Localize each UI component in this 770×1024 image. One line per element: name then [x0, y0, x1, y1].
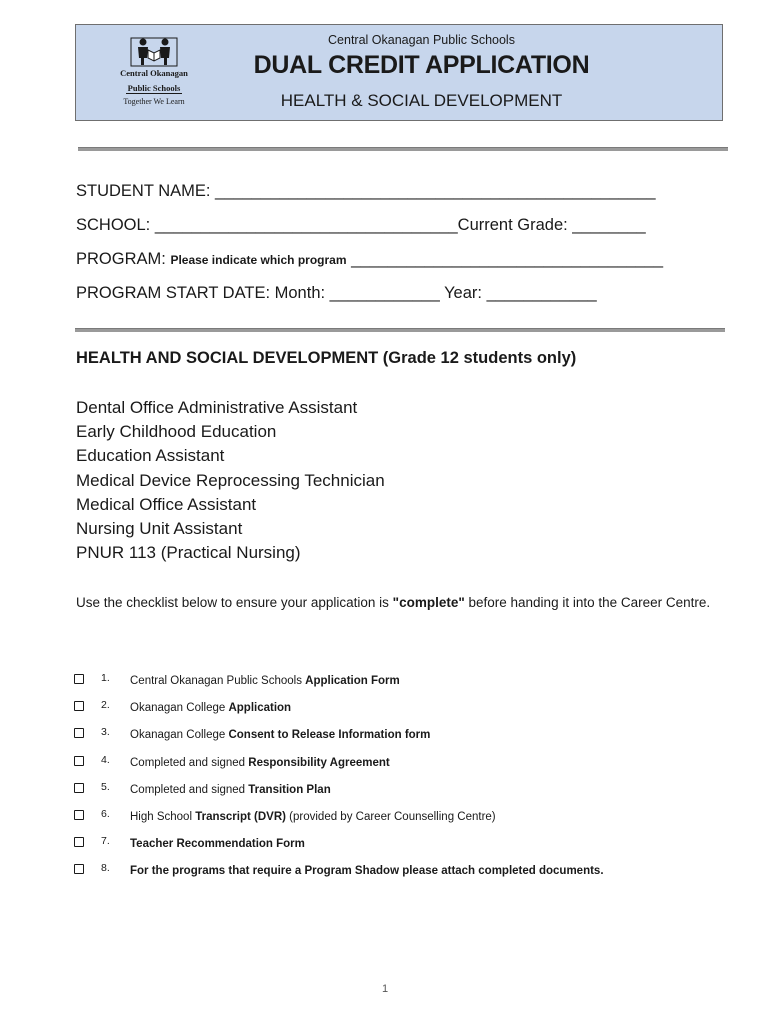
program-item: Medical Office Assistant: [76, 494, 257, 514]
checkbox[interactable]: [74, 864, 84, 874]
student-name-field[interactable]: STUDENT NAME: ________________________________________________: [76, 182, 656, 200]
document-subtitle: HEALTH & SOCIAL DEVELOPMENT: [280, 91, 563, 110]
item-number: 4.: [101, 753, 110, 766]
checkbox[interactable]: [74, 674, 84, 684]
item-text: For the programs that require a Program Shadow please attach completed documents.: [130, 865, 604, 878]
program-list: [76, 396, 385, 565]
program-item: Nursing Unit Assistant: [76, 519, 243, 539]
item-text: Teacher Recommendation Form: [130, 838, 305, 851]
program-field[interactable]: [76, 250, 663, 269]
header-box: [75, 24, 723, 121]
document-title: DUAL CREDIT APPLICATION: [253, 51, 590, 79]
program-item: Medical Device Reprocessing Technician: [76, 470, 385, 490]
program-item: PNUR 113 (Practical Nursing): [76, 543, 301, 563]
program-item: Dental Office Administrative Assistant: [76, 398, 358, 417]
instruction-text: Use the checklist below to ensure your application is: [76, 595, 393, 610]
item-text: Central Okanagan Public Schools Application Form: [130, 675, 400, 687]
item-number: 5.: [101, 780, 110, 793]
checkbox[interactable]: [74, 810, 84, 820]
checkbox[interactable]: [74, 783, 84, 793]
item-number: 7.: [101, 835, 110, 848]
item-text: Completed and signed Responsibility Agreement: [130, 756, 390, 769]
divider-bottom: [75, 328, 725, 332]
page-number: 1: [381, 983, 389, 995]
program-item: Education Assistant: [76, 446, 225, 466]
logo-text-line2: Public Schools: [127, 83, 181, 93]
item-text: Completed and signed Transition Plan: [130, 783, 331, 796]
program-blank: __________________________________: [346, 250, 664, 268]
checkbox[interactable]: [74, 837, 84, 847]
school-grade-field[interactable]: SCHOOL: _________________________________Current Grade: ________: [76, 216, 646, 234]
item-text: Okanagan College Consent to Release Information form: [130, 729, 431, 742]
instruction-emphasis: "complete": [392, 595, 465, 610]
instruction-text-end: before handing it into the Career Centre.: [464, 595, 711, 610]
item-number: 1.: [101, 672, 110, 684]
program-label: PROGRAM:: [76, 250, 171, 268]
checkbox[interactable]: [74, 756, 84, 766]
checklist-instruction: [76, 590, 716, 616]
item-number: 2.: [101, 699, 110, 712]
item-number: 8.: [101, 862, 110, 875]
program-hint: Please indicate which program: [170, 253, 347, 267]
section-heading: HEALTH AND SOCIAL DEVELOPMENT (Grade 12 students only): [76, 349, 577, 367]
divider-top: [78, 147, 728, 151]
item-text: Okanagan College Application: [130, 702, 292, 715]
start-date-field[interactable]: PROGRAM START DATE: Month: ____________ Year: ____________: [76, 284, 597, 302]
item-text: High School Transcript (DVR) (provided by Career Counselling Centre): [130, 810, 496, 823]
program-item: Early Childhood Education: [76, 422, 277, 442]
logo-tagline: Together We Learn: [123, 97, 185, 106]
logo-text-line1: Central Okanagan: [120, 68, 188, 78]
checkbox[interactable]: [74, 728, 84, 738]
organization-name: Central Okanagan Public Schools: [328, 33, 515, 47]
checkbox[interactable]: [74, 701, 84, 711]
item-number: 6.: [101, 807, 110, 820]
item-number: 3.: [101, 726, 110, 739]
